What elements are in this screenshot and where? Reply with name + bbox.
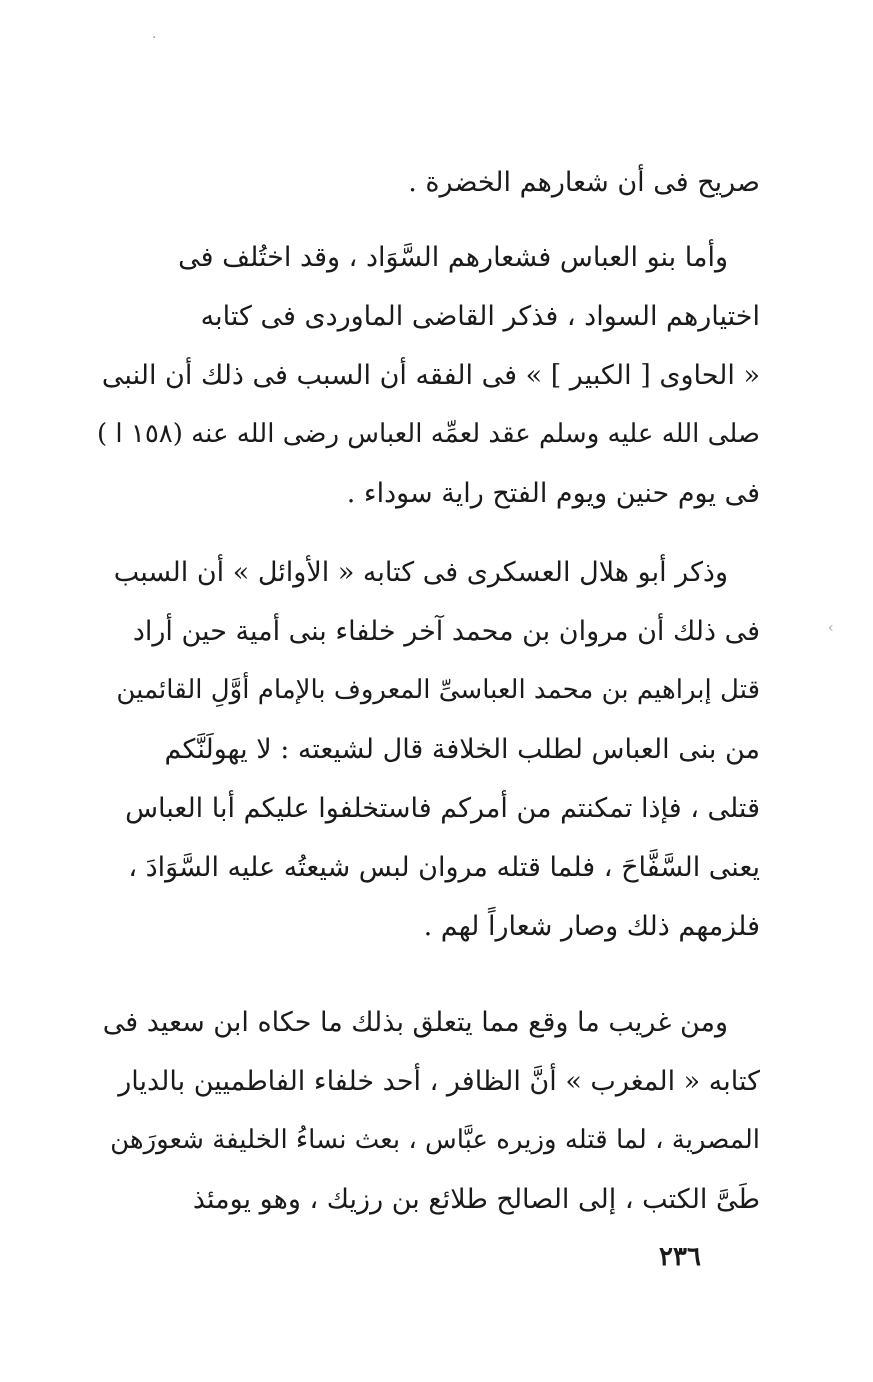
- paragraph-1: [95, 153, 760, 212]
- text-line: طَىَّ الكتب ، إلى الصالح طلائع بن رزيك ، وهو يومئذ: [192, 1184, 760, 1215]
- text-line: المصرية ، لما قتله وزيره عبَّاس ، بعث نساءُ الخليفة شعورَهن: [110, 1125, 760, 1155]
- text-line: وأما بنو العباس فشعارهم السَّوَاد ، وقد اختُلف فى: [178, 242, 728, 273]
- text-line: فلزمهم ذلك وصار شعاراً لهم .: [423, 911, 760, 942]
- text-line: « الحاوى [ الكبير ] » فى الفقه أن السبب فى ذلك أن النبى: [101, 360, 760, 391]
- text-line: ومن غريب ما وقع مما يتعلق بذلك ما حكاه ابن سعيد فى: [102, 1007, 728, 1038]
- text-line: من بنى العباس لطلب الخلافة قال لشيعته : لا يهولَنَّكم: [164, 734, 760, 765]
- paragraph-3: [95, 543, 760, 956]
- paragraph-2: [95, 228, 760, 523]
- text-line: فى يوم حنين ويوم الفتح راية سوداء .: [346, 478, 760, 509]
- text-line: اختيارهم السواد ، فذكر القاضى الماوردى فى كتابه: [200, 301, 760, 332]
- text-line: صلى الله عليه وسلم عقد لعمِّه العباس رضى الله عنه (١٥٨ ا ): [96, 419, 760, 449]
- text-line: وذكر أبو هلال العسكرى فى كتابه « الأوائل » أن السبب: [113, 557, 728, 588]
- scan-margin-mark: ‹: [828, 620, 834, 636]
- text-line: صريح فى أن شعارهم الخضرة .: [408, 167, 760, 198]
- text-line: فى ذلك أن مروان بن محمد آخر خلفاء بنى أمية حين أراد: [132, 616, 760, 647]
- text-line: قتل إبراهيم بن محمد العباسىِّ المعروف بالإمام أوَّلِ القائمين: [116, 675, 760, 705]
- text-line: يعنى السَّفَّاحَ ، فلما قتله مروان لبس شيعتُه عليه السَّوَادَ ،: [128, 852, 760, 883]
- page-number: ٢٣٦: [659, 1242, 701, 1272]
- paragraph-4: [95, 993, 760, 1229]
- text-line: كتابه « المغرب » أنَّ الظافر ، أحد خلفاء الفاطميين بالديار: [118, 1066, 760, 1097]
- text-line: قتلى ، فإذا تمكنتم من أمركم فاستخلفوا عليكم أبا العباس: [125, 793, 760, 824]
- scan-speck-mark: ·: [152, 30, 157, 46]
